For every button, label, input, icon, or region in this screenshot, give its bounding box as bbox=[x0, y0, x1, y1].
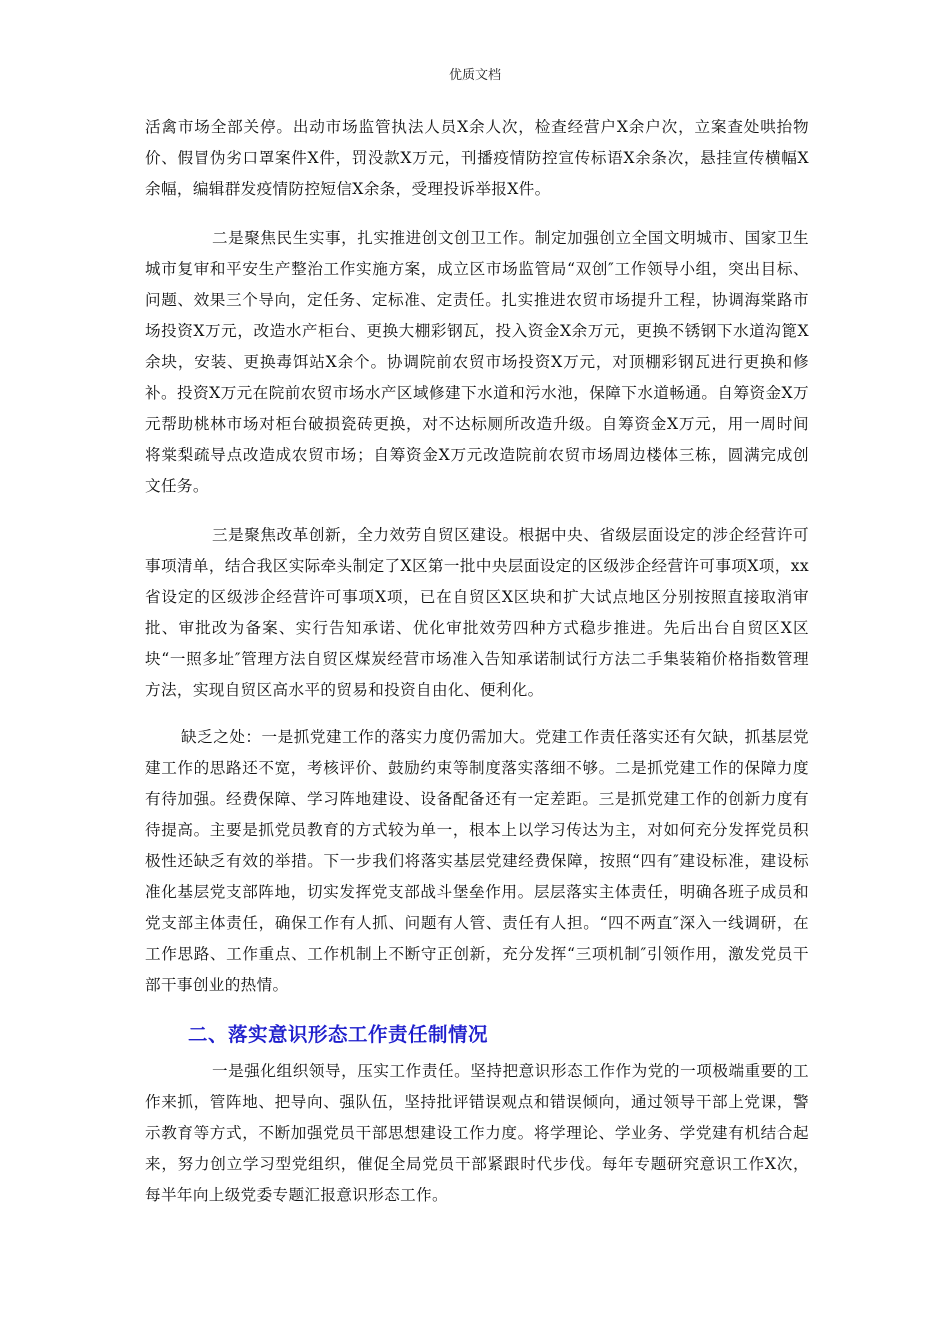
paragraph-livelihood: 二是聚焦民生实事，扎实推进创文创卫工作。制定加强创立全国文明城市、国家卫生城市复审和平安生产整治工作实施方案，成立区市场监管局“双创″工作领导小组，突出目标、问题、效果三个导向，定任务、定标准、定责任。扎实推进农贸市场提升工程，协调海棠路市场投资X万元，改造水产柜台、更换大棚彩钢瓦，投入资金X余万元，更换不锈钢下水道沟篦X余块，安装、更换毒饵站X余个。协调院前农贸市场投资X万元，对顶棚彩钢瓦进行更换和修补。投资X万元在院前农贸市场水产区域修建下水道和污水池，保障下水道畅通。自筹资金X万元帮助桃林市场对柜台破损瓷砖更换，对不达标厕所改造升级。自筹资金X万元，用一周时间将棠梨疏导点改造成农贸市场；自筹资金X万元改造院前农贸市场周边楼体三栋，圆满完成创文任务。 bbox=[145, 229, 809, 495]
paragraph-shortcomings: 缺乏之处：一是抓党建工作的落实力度仍需加大。党建工作责任落实还有欠缺，抓基层党建工作的思路还不宽，考核评价、鼓励约束等制度落实落细不够。二是抓党建工作的保障力度有待加强。经费保障、学习阵地建设、设备配备还有一定差距。三是抓党建工作的创新力度有待提高。主要是抓党员教育的方式较为单一，根本上以学习传达为主，对如何充分发挥党员积极性还缺乏有效的举措。下一步我们将落实基层党建经费保障，按照“四有″建设标准，建设标准化基层党支部阵地，切实发挥党支部战斗堡垒作用。层层落实主体责任，明确各班子成员和党支部主体责任，确保工作有人抓、问题有人管、责任有人担。“四不两直″深入一线调研，在工作思路、工作重点、工作机制上不断守正创新，充分发挥“三项机制″引领作用，激发党员干部干事创业的热情。 bbox=[145, 728, 809, 994]
section-heading: 二、落实意识形态工作责任制情况 bbox=[188, 1023, 489, 1046]
paragraph-reform: 三是聚焦改革创新，全力效劳自贸区建设。根据中央、省级层面设定的涉企经营许可事项清单，结合我区实际牵头制定了X区第一批中央层面设定的区级涉企经营许可事项X项，xx省设定的区级涉企经营许可事项X项，已在自贸区X区块和扩大试点地区分别按照直接取消审批、审批改为备案、实行告知承诺、优化审批效劳四种方式稳步推进。先后出台自贸区X区块“一照多址″管理方法自贸区煤炭经营市场准入告知承诺制试行方法二手集装箱价格指数管理方法，实现自贸区高水平的贸易和投资自由化、便利化。 bbox=[145, 526, 809, 699]
paragraph-continuation: 活禽市场全部关停。出动市场监管执法人员X余人次，检查经营户X余户次，立案查处哄抬物价、假冒伪劣口罩案件X件，罚没款X万元，刊播疫情防控宣传标语X余条次，悬挂宣传横幅X余幅，编辑群发疫情防控短信X余条，受理投诉举报X件。 bbox=[145, 118, 809, 198]
paragraph-ideology: 一是强化组织领导，压实工作责任。坚持把意识形态工作作为党的一项极端重要的工作来抓，管阵地、把导向、强队伍，坚持批评错误观点和错误倾向，通过领导干部上党课，警示教育等方式，不断加强党员干部思想建设工作力度。将学理论、学业务、学党建有机结合起来，努力创立学习型党组织，催促全局党员干部紧跟时代步伐。每年专题研究意识工作X次，每半年向上级党委专题汇报意识形态工作。 bbox=[145, 1062, 809, 1204]
document-body bbox=[145, 112, 809, 1211]
header-title: 优质文档 bbox=[448, 68, 501, 83]
page-header bbox=[0, 64, 950, 83]
